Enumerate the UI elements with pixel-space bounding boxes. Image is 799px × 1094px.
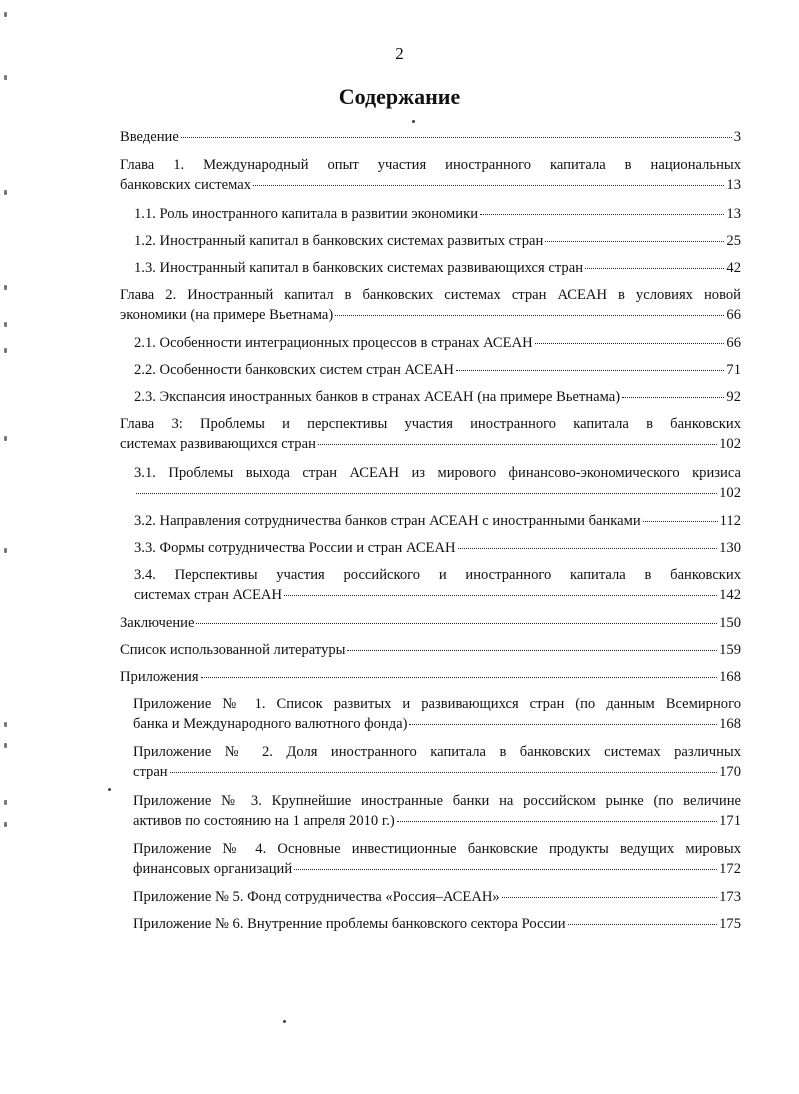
toc-page-number: 102: [719, 485, 741, 501]
toc-entry-section-1-1: [134, 204, 741, 224]
toc-entry-title-line1: Глава 3: Проблемы и перспективы участия иностранного капитала в банковских: [120, 416, 741, 432]
toc-page-number: 175: [719, 916, 741, 932]
toc-entry-title: 2.3. Экспансия иностранных банков в странах АСЕАН (на примере Вьетнама): [134, 389, 621, 405]
toc-entry-title-line2: активов по состоянию на 1 апреля 2010 г.): [133, 813, 395, 829]
toc-page-number: 112: [719, 513, 741, 529]
toc-page-number: 172: [719, 861, 741, 877]
toc-page-number: 66: [726, 335, 741, 351]
scan-artifact-mark: [4, 722, 7, 727]
toc-page-number: 92: [726, 389, 741, 405]
toc-entry-section-1-3: [134, 258, 741, 278]
toc-entry-appendix-4: [133, 839, 741, 879]
toc-entry-section-2-3: [134, 387, 741, 407]
scan-artifact-mark: [4, 322, 7, 327]
toc-entry-chapter-1: [120, 155, 741, 195]
leader-dots: [196, 623, 717, 624]
toc-entry-chapter-3: [120, 414, 741, 454]
toc-entry-title-line2: экономики (на примере Вьетнама): [120, 307, 334, 323]
leader-dots: [502, 897, 717, 898]
toc-entry-title: 1.3. Иностранный капитал в банковских системах развивающихся стран: [134, 260, 584, 276]
leader-dots: [335, 315, 724, 316]
toc-entry-title: 1.1. Роль иностранного капитала в развитии экономики: [134, 206, 479, 222]
leader-dots: [318, 444, 717, 445]
scan-artifact-mark: [4, 75, 7, 80]
toc-entry-title-line2: финансовых организаций: [133, 861, 293, 877]
toc-entry-title: Введение: [120, 129, 179, 145]
leader-dots: [409, 724, 717, 725]
leader-dots: [585, 268, 724, 269]
toc-page-number: 42: [726, 260, 741, 276]
leader-dots: [622, 397, 724, 398]
toc-entry-title: 1.2. Иностранный капитал в банковских системах развитых стран: [134, 233, 544, 249]
toc-entry-appendix-2: [133, 742, 741, 782]
toc-page-number: 130: [719, 540, 741, 556]
scan-artifact-dot: [108, 788, 111, 791]
toc-page-number: 102: [719, 436, 741, 452]
toc-page-number: 170: [719, 764, 741, 780]
scan-artifact-mark: [4, 348, 7, 353]
toc-entry-section-3-1: [134, 463, 741, 503]
leader-dots: [456, 370, 724, 371]
toc-page-number: 66: [726, 307, 741, 323]
leader-dots: [397, 821, 717, 822]
toc-entry-title-line2: стран: [133, 764, 168, 780]
leader-dots: [136, 493, 717, 494]
toc-page-number: 150: [719, 615, 741, 631]
leader-dots: [201, 677, 718, 678]
leader-dots: [253, 185, 724, 186]
toc-entry-appendix-3: [133, 791, 741, 831]
leader-dots: [181, 137, 732, 138]
toc-entry-title-line1: Приложение № 2. Доля иностранного капитала в банковских системах различных: [133, 744, 741, 760]
toc-entry-bibliography: [120, 640, 741, 660]
toc-page-number: 71: [726, 362, 741, 378]
scan-artifact-mark: [4, 800, 7, 805]
toc-entry-title: 3.2. Направления сотрудничества банков стран АСЕАН с иностранными банками: [134, 513, 641, 529]
scan-artifact-mark: [4, 743, 7, 748]
toc-entry-title: Приложение № 6. Внутренние проблемы банковского сектора России: [133, 916, 566, 932]
toc-entry-title: Приложение № 5. Фонд сотрудничества «Россия–АСЕАН»: [133, 889, 500, 905]
toc-entry-title: Заключение: [120, 615, 195, 631]
toc-entry-title-line2: банковских системах: [120, 177, 252, 193]
toc-entry-chapter-2: [120, 285, 741, 325]
toc-page-number: 168: [719, 716, 741, 732]
scan-artifact-mark: [4, 190, 7, 195]
toc-entry-section-2-2: [134, 360, 741, 380]
scan-artifact-mark: [4, 12, 7, 17]
toc-entry-appendix-6: [133, 914, 741, 934]
toc-entry-title-line1: 3.4. Перспективы участия российского и иностранного капитала в банковских: [134, 567, 741, 583]
toc-entry-title: Список использованной литературы: [120, 642, 346, 658]
toc-entry-title: 3.3. Формы сотрудничества России и стран АСЕАН: [134, 540, 456, 556]
leader-dots: [643, 521, 718, 522]
toc-page-number: 168: [719, 669, 741, 685]
scan-artifact-mark: [4, 548, 7, 553]
toc-entry-section-2-1: [134, 333, 741, 353]
toc-entry-title-line1: Глава 2. Иностранный капитал в банковских системах стран АСЕАН в условиях новой: [120, 287, 741, 303]
leader-dots: [347, 650, 717, 651]
leader-dots: [294, 869, 717, 870]
toc-entry-title-line1: Приложение № 4. Основные инвестиционные банковские продукты ведущих мировых: [133, 841, 741, 857]
toc-page-number: 13: [726, 177, 741, 193]
toc-entry-appendices: [120, 667, 741, 687]
toc-entry-appendix-1: [133, 694, 741, 734]
leader-dots: [284, 595, 717, 596]
toc-page-number: 25: [726, 233, 741, 249]
toc-entry-conclusion: [120, 613, 741, 633]
scan-artifact-dot: [283, 1020, 286, 1023]
toc-entry-title-line1: Глава 1. Международный опыт участия иностранного капитала в национальных: [120, 157, 741, 173]
toc-entry-appendix-5: [133, 887, 741, 907]
toc-entry-title-line2: банка и Международного валютного фонда): [133, 716, 408, 732]
scan-artifact-dot: [412, 120, 415, 123]
leader-dots: [480, 214, 724, 215]
scan-artifact-mark: [4, 285, 7, 290]
toc-entry-title-line1: Приложение № 3. Крупнейшие иностранные банки на российском рынке (по величине: [133, 793, 741, 809]
toc-page-number: 159: [719, 642, 741, 658]
toc-entry-section-3-3: [134, 538, 741, 558]
leader-dots: [545, 241, 724, 242]
toc-entry-section-3-4: [134, 565, 741, 605]
toc-entry-introduction: [120, 127, 741, 147]
toc-entry-title: 2.2. Особенности банковских систем стран АСЕАН: [134, 362, 454, 378]
toc-entry-section-3-2: [134, 511, 741, 531]
page-number: 2: [395, 44, 404, 63]
toc-page-number: 13: [726, 206, 741, 222]
toc-entry-title-line2: системах развивающихся стран: [120, 436, 316, 452]
toc-page-number: 171: [719, 813, 741, 829]
scan-artifact-mark: [4, 436, 7, 441]
toc-entry-title-line1: 3.1. Проблемы выхода стран АСЕАН из мирового финансово-экономического кризиса: [134, 465, 741, 481]
leader-dots: [458, 548, 718, 549]
scan-artifact-mark: [4, 822, 7, 827]
toc-entry-section-1-2: [134, 231, 741, 251]
toc-entry-title: Приложения: [120, 669, 199, 685]
toc-entry-title: 2.1. Особенности интеграционных процессов в странах АСЕАН: [134, 335, 533, 351]
toc-page-number: 142: [719, 587, 741, 603]
toc-entry-title-line1: Приложение № 1. Список развитых и развивающихся стран (по данным Всемирного: [133, 696, 741, 712]
leader-dots: [535, 343, 725, 344]
page-title: Содержание: [338, 84, 461, 109]
toc-entry-title-line2: системах стран АСЕАН: [134, 587, 282, 603]
leader-dots: [568, 924, 718, 925]
toc-page-number: 3: [733, 129, 741, 145]
toc-page-number: 173: [719, 889, 741, 905]
leader-dots: [170, 772, 717, 773]
